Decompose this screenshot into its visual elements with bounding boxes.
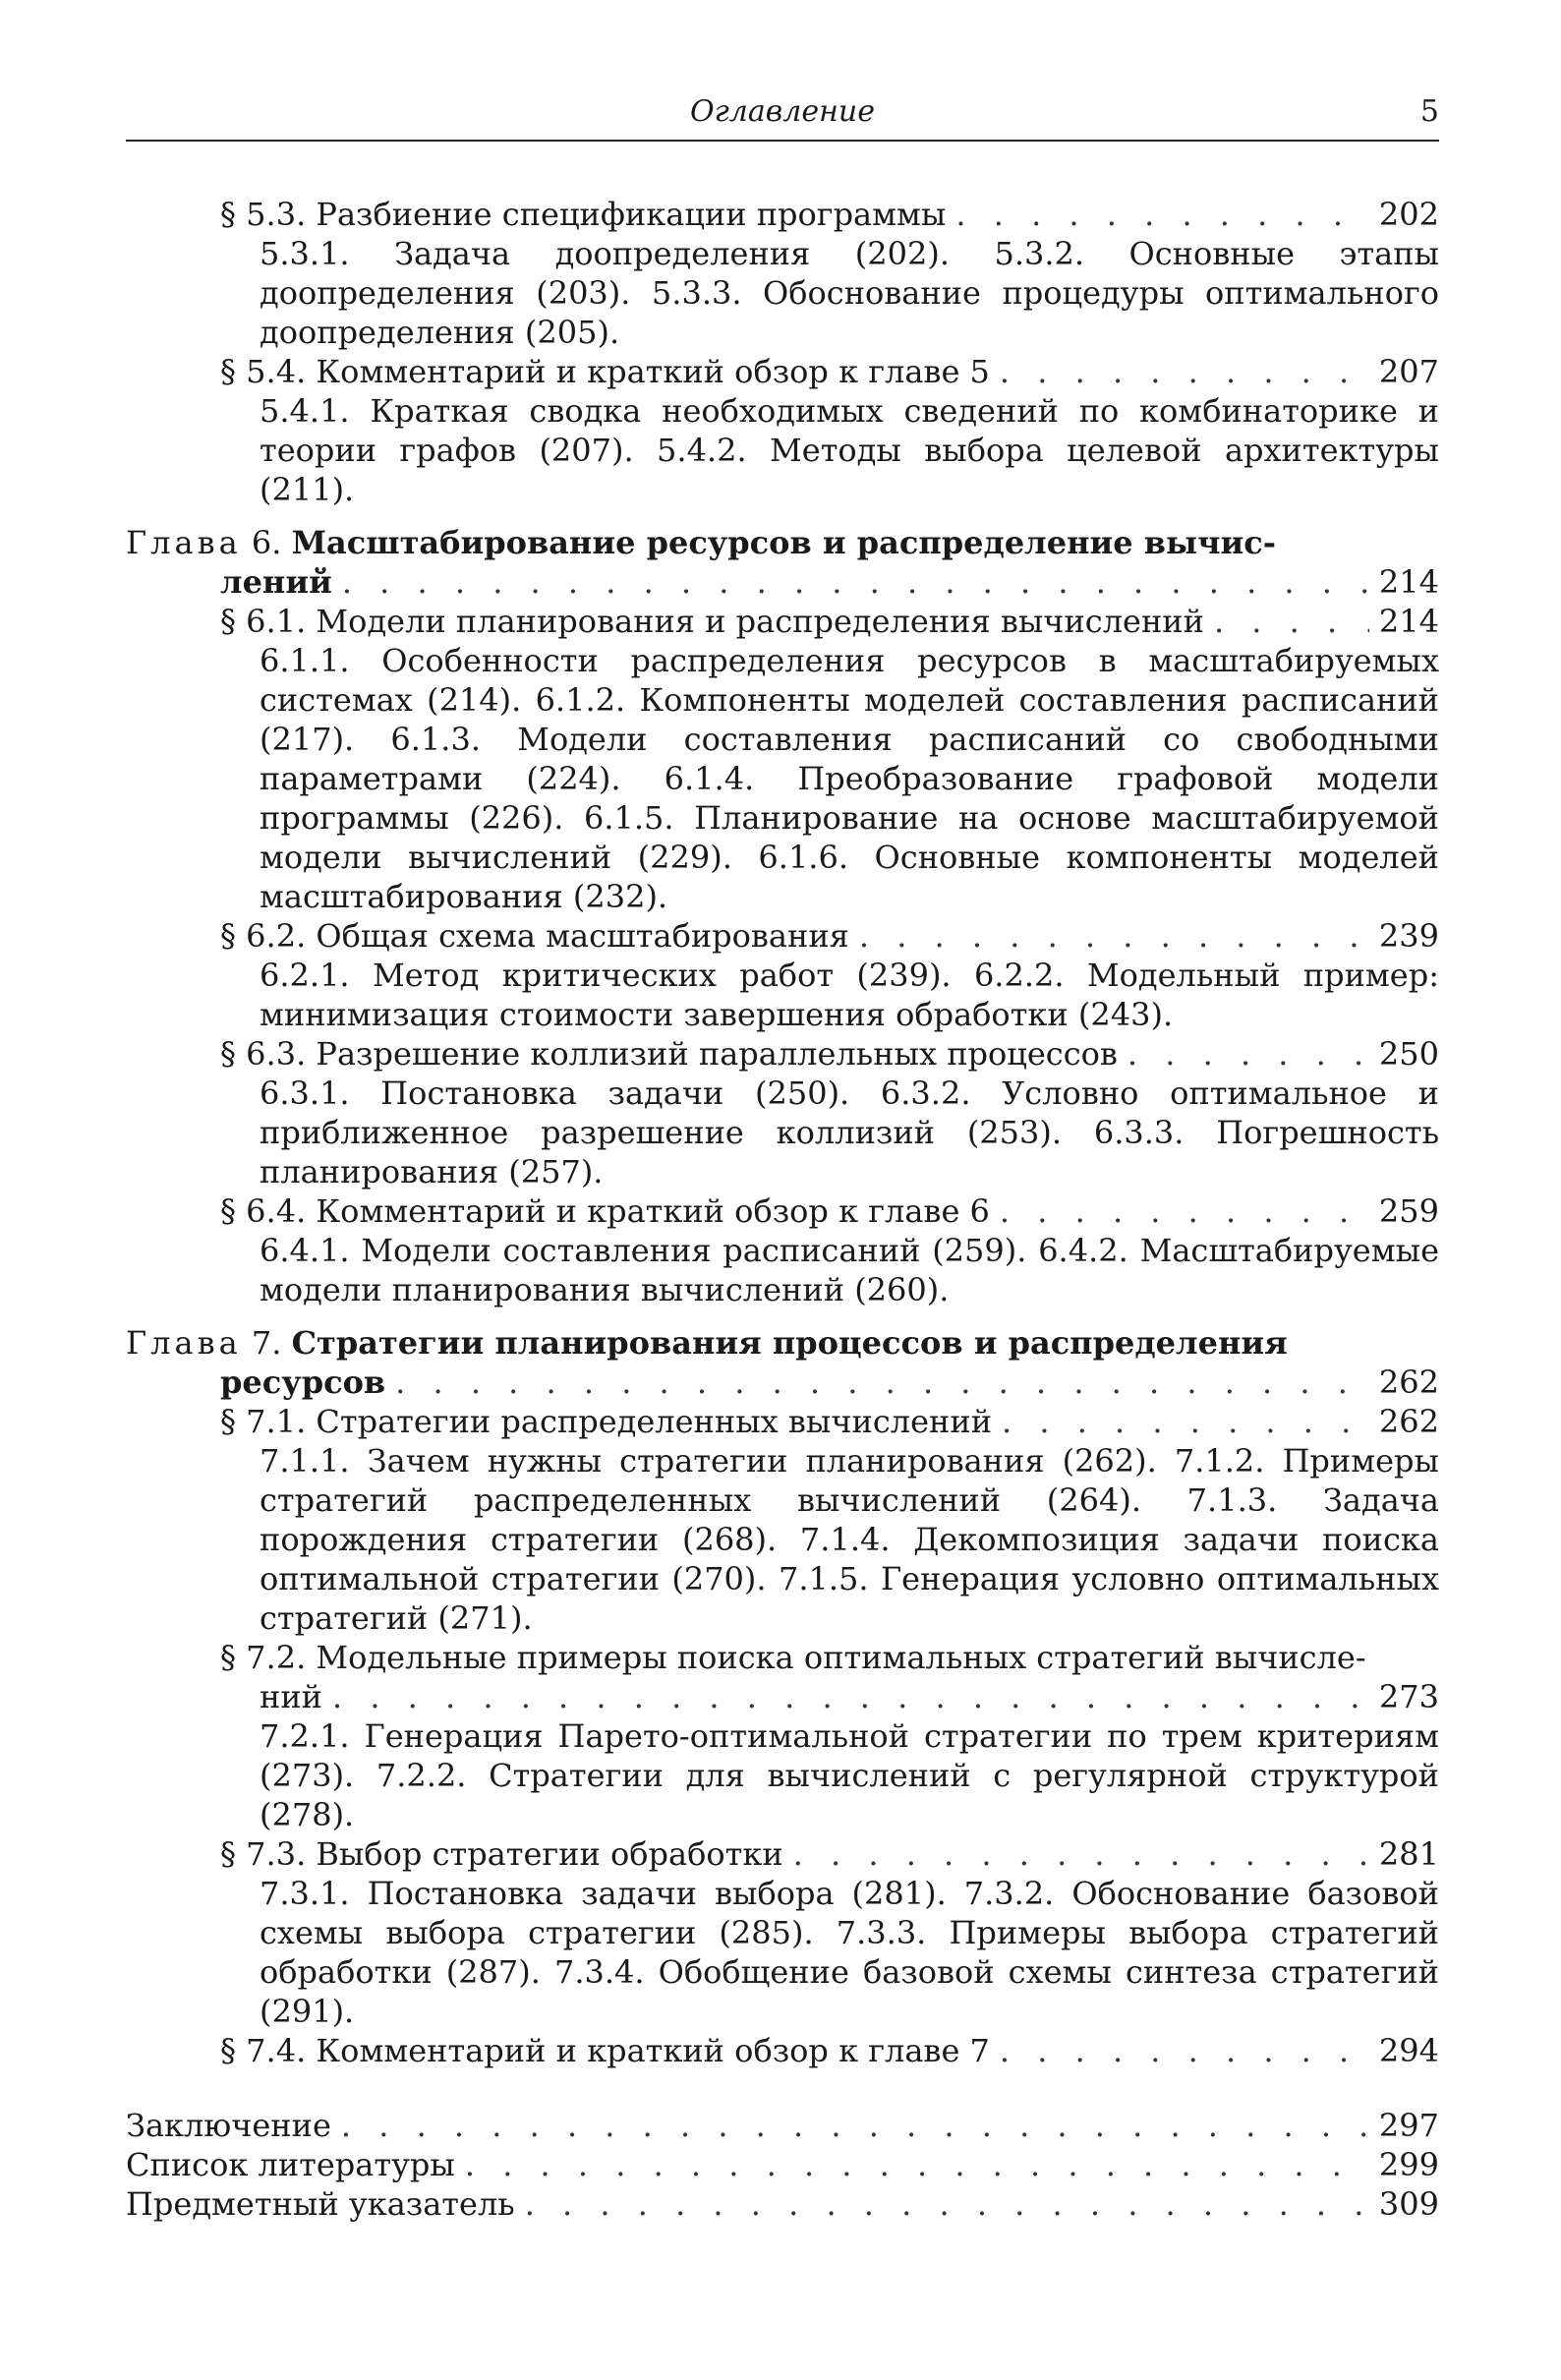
entry-page: 273 [1378,1678,1439,1715]
leader-dots [859,916,1369,956]
entry-label: § 6.3. Разрешение коллизий параллельных процессов [220,1035,1118,1073]
entry-label: § 6.2. Общая схема масштабирования [220,917,849,955]
entry-label: § 7.1. Стратегии распределенных вычислений [220,1403,993,1440]
leader-dots [465,2145,1369,2184]
entry-label: § 5.3. Разбиение спецификации программы [220,196,947,233]
toc-subentries-7-3: 7.3.1. Постановка задачи выбора (281). 7.3.2. Обоснование базовой схемы выбора стратегии (285). 7.3.3. Примеры выбора стратегий обработки (287). 7.3.4. Обобщение базовой схемы синтеза стратегий (291). [260,1875,1439,2030]
entry-label: § 6.1. Модели планирования и распределения вычислений [220,603,1204,640]
header-title: Оглавление [690,94,875,129]
entry-page: 299 [1378,2146,1439,2183]
leader-dots [955,195,1369,234]
chapter-number: 7. [251,1324,282,1362]
chapter-title: Стратегии планирования процессов и распределения [291,1324,1288,1362]
chapter-number: 6. [251,524,282,561]
leader-dots [341,2106,1369,2145]
chapter-title-cont: ресурсов [220,1364,386,1401]
toc-chapter-7[interactable] [126,1323,1439,1402]
chapter-title: Масштабирование ресурсов и распределение вычис- [291,524,1276,561]
leader-dots [1127,1034,1369,1074]
leader-dots [1002,1402,1369,1441]
toc-chapter-6[interactable] [126,523,1439,602]
chapter-page: 262 [1378,1364,1439,1401]
entry-page: 262 [1378,1403,1439,1440]
entry-label: Предметный указатель [126,2185,515,2223]
toc-entry-6-2[interactable] [126,916,1439,956]
toc-subentries-5-4: 5.4.1. Краткая сводка необходимых сведений по комбинаторике и теории графов (207). 5.4.2. Методы выбора целевой архитектуры (211). [260,392,1439,508]
chapter-label: Глава [126,524,242,561]
entry-label: § 6.4. Комментарий и краткий обзор к главе 6 [220,1192,990,1230]
toc-subentries-6-2: 6.2.1. Метод критических работ (239). 6.2.2. Модельный пример: минимизация стоимости завершения обработки (243). [260,957,1439,1033]
entry-page: 281 [1378,1835,1439,1873]
entry-page: 214 [1378,603,1439,640]
toc-subentries-7-1: 7.1.1. Зачем нужны стратегии планирования (262). 7.1.2. Примеры стратегий распределенных вычислений (264). 7.1.3. Задача порождения стратегии (268). 7.1.4. Декомпозиция задачи поиска оптимальной стратегии (270). 7.1.5. Генерация условно оптимальных стратегий (271). [260,1442,1439,1637]
entry-label: Заключение [126,2107,331,2144]
toc-entry-5-4[interactable] [126,352,1439,391]
header-page-number: 5 [1419,94,1439,129]
entry-label-cont: ний [260,1678,322,1715]
entry-page: 202 [1378,196,1439,233]
chapter-title-cont: лений [220,563,332,601]
toc-entry-7-4[interactable] [126,2031,1439,2070]
leader-dots [332,1677,1369,1716]
toc-entry-7-1[interactable] [126,1402,1439,1441]
toc-entry-5-3[interactable] [126,195,1439,234]
leader-dots [1000,1191,1369,1231]
chapter-label: Глава [126,1324,242,1362]
toc-subentries-7-2: 7.2.1. Генерация Парето-оптимальной стратегии по трем критериям (273). 7.2.2. Стратегии для вычислений с регулярной структурой (278). [260,1717,1439,1833]
entry-label: § 7.4. Комментарий и краткий обзор к главе 7 [220,2032,990,2069]
entry-page: 207 [1378,353,1439,390]
toc-entry-6-1[interactable] [126,602,1439,641]
leader-dots [342,562,1369,602]
toc-subentries-5-3: 5.3.1. Задача доопределения (202). 5.3.2. Основные этапы доопределения (203). 5.3.3. Обоснование процедуры оптимального доопределения (205). [260,235,1439,351]
toc-entry-7-3[interactable] [126,1834,1439,1874]
entry-page: 297 [1378,2107,1439,2144]
toc-entry-conclusion[interactable] [126,2106,1439,2145]
toc-entry-6-4[interactable] [126,1191,1439,1231]
entry-page: 309 [1378,2185,1439,2223]
entry-label: § 7.3. Выбор стратегии обработки [220,1835,783,1873]
leader-dots [1214,602,1369,641]
toc-subentries-6-1: 6.1.1. Особенности распределения ресурсов в масштабируемых системах (214). 6.1.2. Компоненты моделей составления расписаний (217). 6.1.3. Модели составления расписаний со свободными параметрами (224). 6.1.4. Преобразование графовой модели программы (226). 6.1.5. Планирование на основе масштабируемой модели вычислений (229). 6.1.6. Основные компоненты моделей масштабирования (232). [260,642,1439,915]
toc-entry-7-2[interactable] [126,1638,1439,1716]
toc-subentries-6-3: 6.3.1. Постановка задачи (250). 6.3.2. Условно оптимальное и приближенное разрешение коллизий (253). 6.3.3. Погрешность планирования (257). [260,1074,1439,1190]
entry-label: § 5.4. Комментарий и краткий обзор к главе 5 [220,353,990,390]
entry-page: 294 [1378,2032,1439,2069]
entry-page: 250 [1378,1035,1439,1073]
leader-dots [525,2184,1369,2224]
entry-label: Список литературы [126,2146,455,2183]
toc-entry-6-3[interactable] [126,1034,1439,1074]
entry-page: 239 [1378,917,1439,955]
page [126,94,1439,2224]
leader-dots [1000,352,1369,391]
toc-entry-references[interactable] [126,2145,1439,2184]
leader-dots [395,1363,1369,1402]
entry-label: § 7.2. Модельные примеры поиска оптимальных стратегий вычисле- [220,1639,1366,1676]
leader-dots [1000,2031,1369,2070]
toc-entry-index[interactable] [126,2184,1439,2224]
entry-page: 259 [1378,1192,1439,1230]
table-of-contents [126,195,1439,2224]
leader-dots [793,1834,1369,1874]
chapter-page: 214 [1378,563,1439,601]
toc-subentries-6-4: 6.4.1. Модели составления расписаний (259). 6.4.2. Масштабируемые модели планирования вычислений (260). [260,1232,1439,1308]
running-header [126,94,1439,142]
